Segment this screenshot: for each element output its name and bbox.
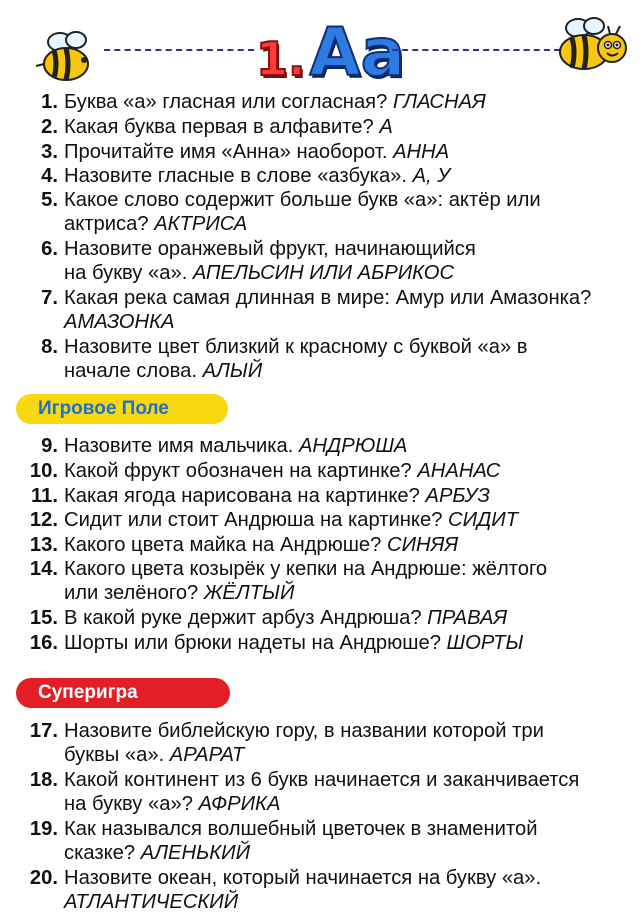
bee-right-icon	[554, 14, 634, 76]
question-number: 19.	[29, 818, 58, 840]
question-item	[18, 90, 633, 114]
question-text: В какой руке держит арбуз Андрюша? ПРАВАЯ	[64, 607, 508, 629]
question-item	[18, 459, 633, 483]
question-answer: АНДРЮША	[298, 435, 408, 457]
question-number: 13.	[29, 534, 58, 556]
question-answer: АПЕЛЬСИН ИЛИ АБРИКОС	[192, 262, 455, 284]
question-answer: АТЛАНТИЧЕСКИЙ	[64, 891, 239, 913]
question-item	[18, 817, 633, 865]
question-number: 18.	[29, 769, 58, 791]
question-item	[18, 286, 633, 334]
question-text	[64, 310, 633, 334]
question-text: Сидит или стоит Андрюша на картинке? СИДИТ	[64, 509, 519, 531]
question-answer: А, У	[412, 165, 451, 187]
question-answer: ПРАВАЯ	[427, 607, 508, 629]
question-number: 4.	[41, 165, 58, 187]
question-text: Какого цвета майка на Андрюше? СИНЯЯ	[64, 534, 459, 556]
question-number: 11.	[31, 485, 58, 507]
question-text: Какая река самая длинная в мире: Амур или Амазонка?	[64, 287, 592, 309]
question-answer: АЛЕНЬКИЙ	[140, 842, 251, 864]
question-item	[18, 719, 633, 767]
question-item	[18, 631, 633, 655]
question-item	[18, 533, 633, 557]
question-text	[64, 890, 633, 914]
question-item	[18, 768, 633, 816]
question-number: 17.	[29, 720, 58, 742]
question-text: Шорты или брюки надеты на Андрюше? ШОРТЫ	[64, 632, 524, 654]
question-number: 15.	[29, 607, 58, 629]
question-item	[18, 188, 633, 236]
question-answer: АФРИКА	[198, 793, 281, 815]
header	[0, 0, 644, 90]
question-number: 6.	[41, 238, 58, 260]
question-text: Назовите имя мальчика. АНДРЮША	[64, 435, 408, 457]
question-item	[18, 140, 633, 164]
question-answer: АННА	[393, 141, 450, 163]
question-text: Какой континент из 6 букв начинается и заканчивается	[64, 769, 580, 791]
question-answer: А	[379, 116, 393, 138]
question-number: 1.	[41, 91, 58, 113]
question-number: 8.	[41, 336, 58, 358]
question-item	[18, 606, 633, 630]
question-number: 20.	[29, 867, 58, 889]
question-text: буквы «а». АРАРАТ	[64, 744, 245, 766]
question-text: Как назывался волшебный цветочек в знаменитой	[64, 818, 538, 840]
question-text: на букву «а»? АФРИКА	[64, 793, 281, 815]
question-item	[18, 335, 633, 383]
question-text: Какая буква первая в алфавите? А	[64, 116, 393, 138]
question-text: сказке? АЛЕНЬКИЙ	[64, 842, 251, 864]
question-number: 12.	[29, 509, 58, 531]
question-answer: ЖЁЛТЫЙ	[203, 582, 295, 604]
question-answer: АКТРИСА	[154, 213, 248, 235]
question-text: Назовите гласные в слове «азбука». А, У	[64, 165, 451, 187]
question-answer: АРБУЗ	[425, 485, 490, 507]
question-answer: АЛЫЙ	[202, 360, 263, 382]
question-item	[18, 557, 633, 605]
dashed-line-right	[392, 49, 560, 51]
question-number: 10.	[29, 460, 58, 482]
question-number: 7.	[41, 287, 58, 309]
question-item	[18, 164, 633, 188]
question-text: на букву «а». АПЕЛЬСИН ИЛИ АБРИКОС	[64, 262, 455, 284]
question-answer: АНАНАС	[417, 460, 501, 482]
question-item	[18, 115, 633, 139]
question-text: начале слова. АЛЫЙ	[64, 360, 263, 382]
question-item	[18, 866, 633, 914]
question-text: Назовите цвет близкий к красному с буквой «а» в	[64, 336, 528, 358]
title-letters: Аа	[309, 14, 406, 91]
question-number: 14.	[29, 558, 58, 580]
question-number: 3.	[41, 141, 58, 163]
section-badge-game-field: Игровое Поле	[16, 394, 228, 424]
question-number: 16.	[29, 632, 58, 654]
question-number: 2.	[41, 116, 58, 138]
question-text: актриса? АКТРИСА	[64, 213, 248, 235]
question-answer: ШОРТЫ	[446, 632, 524, 654]
question-text: Буква «а» гласная или согласная? ГЛАСНАЯ	[64, 91, 486, 113]
bee-left-icon	[32, 26, 102, 86]
dashed-line-left	[104, 49, 254, 51]
question-text: или зелёного? ЖЁЛТЫЙ	[64, 582, 295, 604]
page-title	[256, 14, 406, 91]
question-item	[18, 237, 633, 285]
question-item	[18, 508, 633, 532]
question-text: Какой фрукт обозначен на картинке? АНАНАС	[64, 460, 501, 482]
question-text: Назовите океан, который начинается на букву «а».	[64, 867, 542, 889]
question-number: 9.	[41, 435, 58, 457]
question-text: Назовите библейскую гору, в названии которой три	[64, 720, 544, 742]
section-badge-supergame: Суперигра	[16, 678, 230, 708]
question-text: Какое слово содержит больше букв «а»: актёр или	[64, 189, 541, 211]
question-number: 5.	[41, 189, 58, 211]
question-answer: АМАЗОНКА	[64, 311, 175, 333]
question-answer: СИДИТ	[448, 509, 519, 531]
title-number: 1.	[256, 32, 306, 86]
question-text: Прочитайте имя «Анна» наоборот. АННА	[64, 141, 450, 163]
question-text: Назовите оранжевый фрукт, начинающийся	[64, 238, 476, 260]
question-text: Какая ягода нарисована на картинке? АРБУЗ	[64, 485, 490, 507]
question-item	[18, 484, 633, 508]
question-item	[18, 434, 633, 458]
question-text: Какого цвета козырёк у кепки на Андрюше: жёлтого	[64, 558, 548, 580]
question-answer: СИНЯЯ	[387, 534, 459, 556]
question-answer: АРАРАТ	[169, 744, 245, 766]
question-answer: ГЛАСНАЯ	[392, 91, 486, 113]
